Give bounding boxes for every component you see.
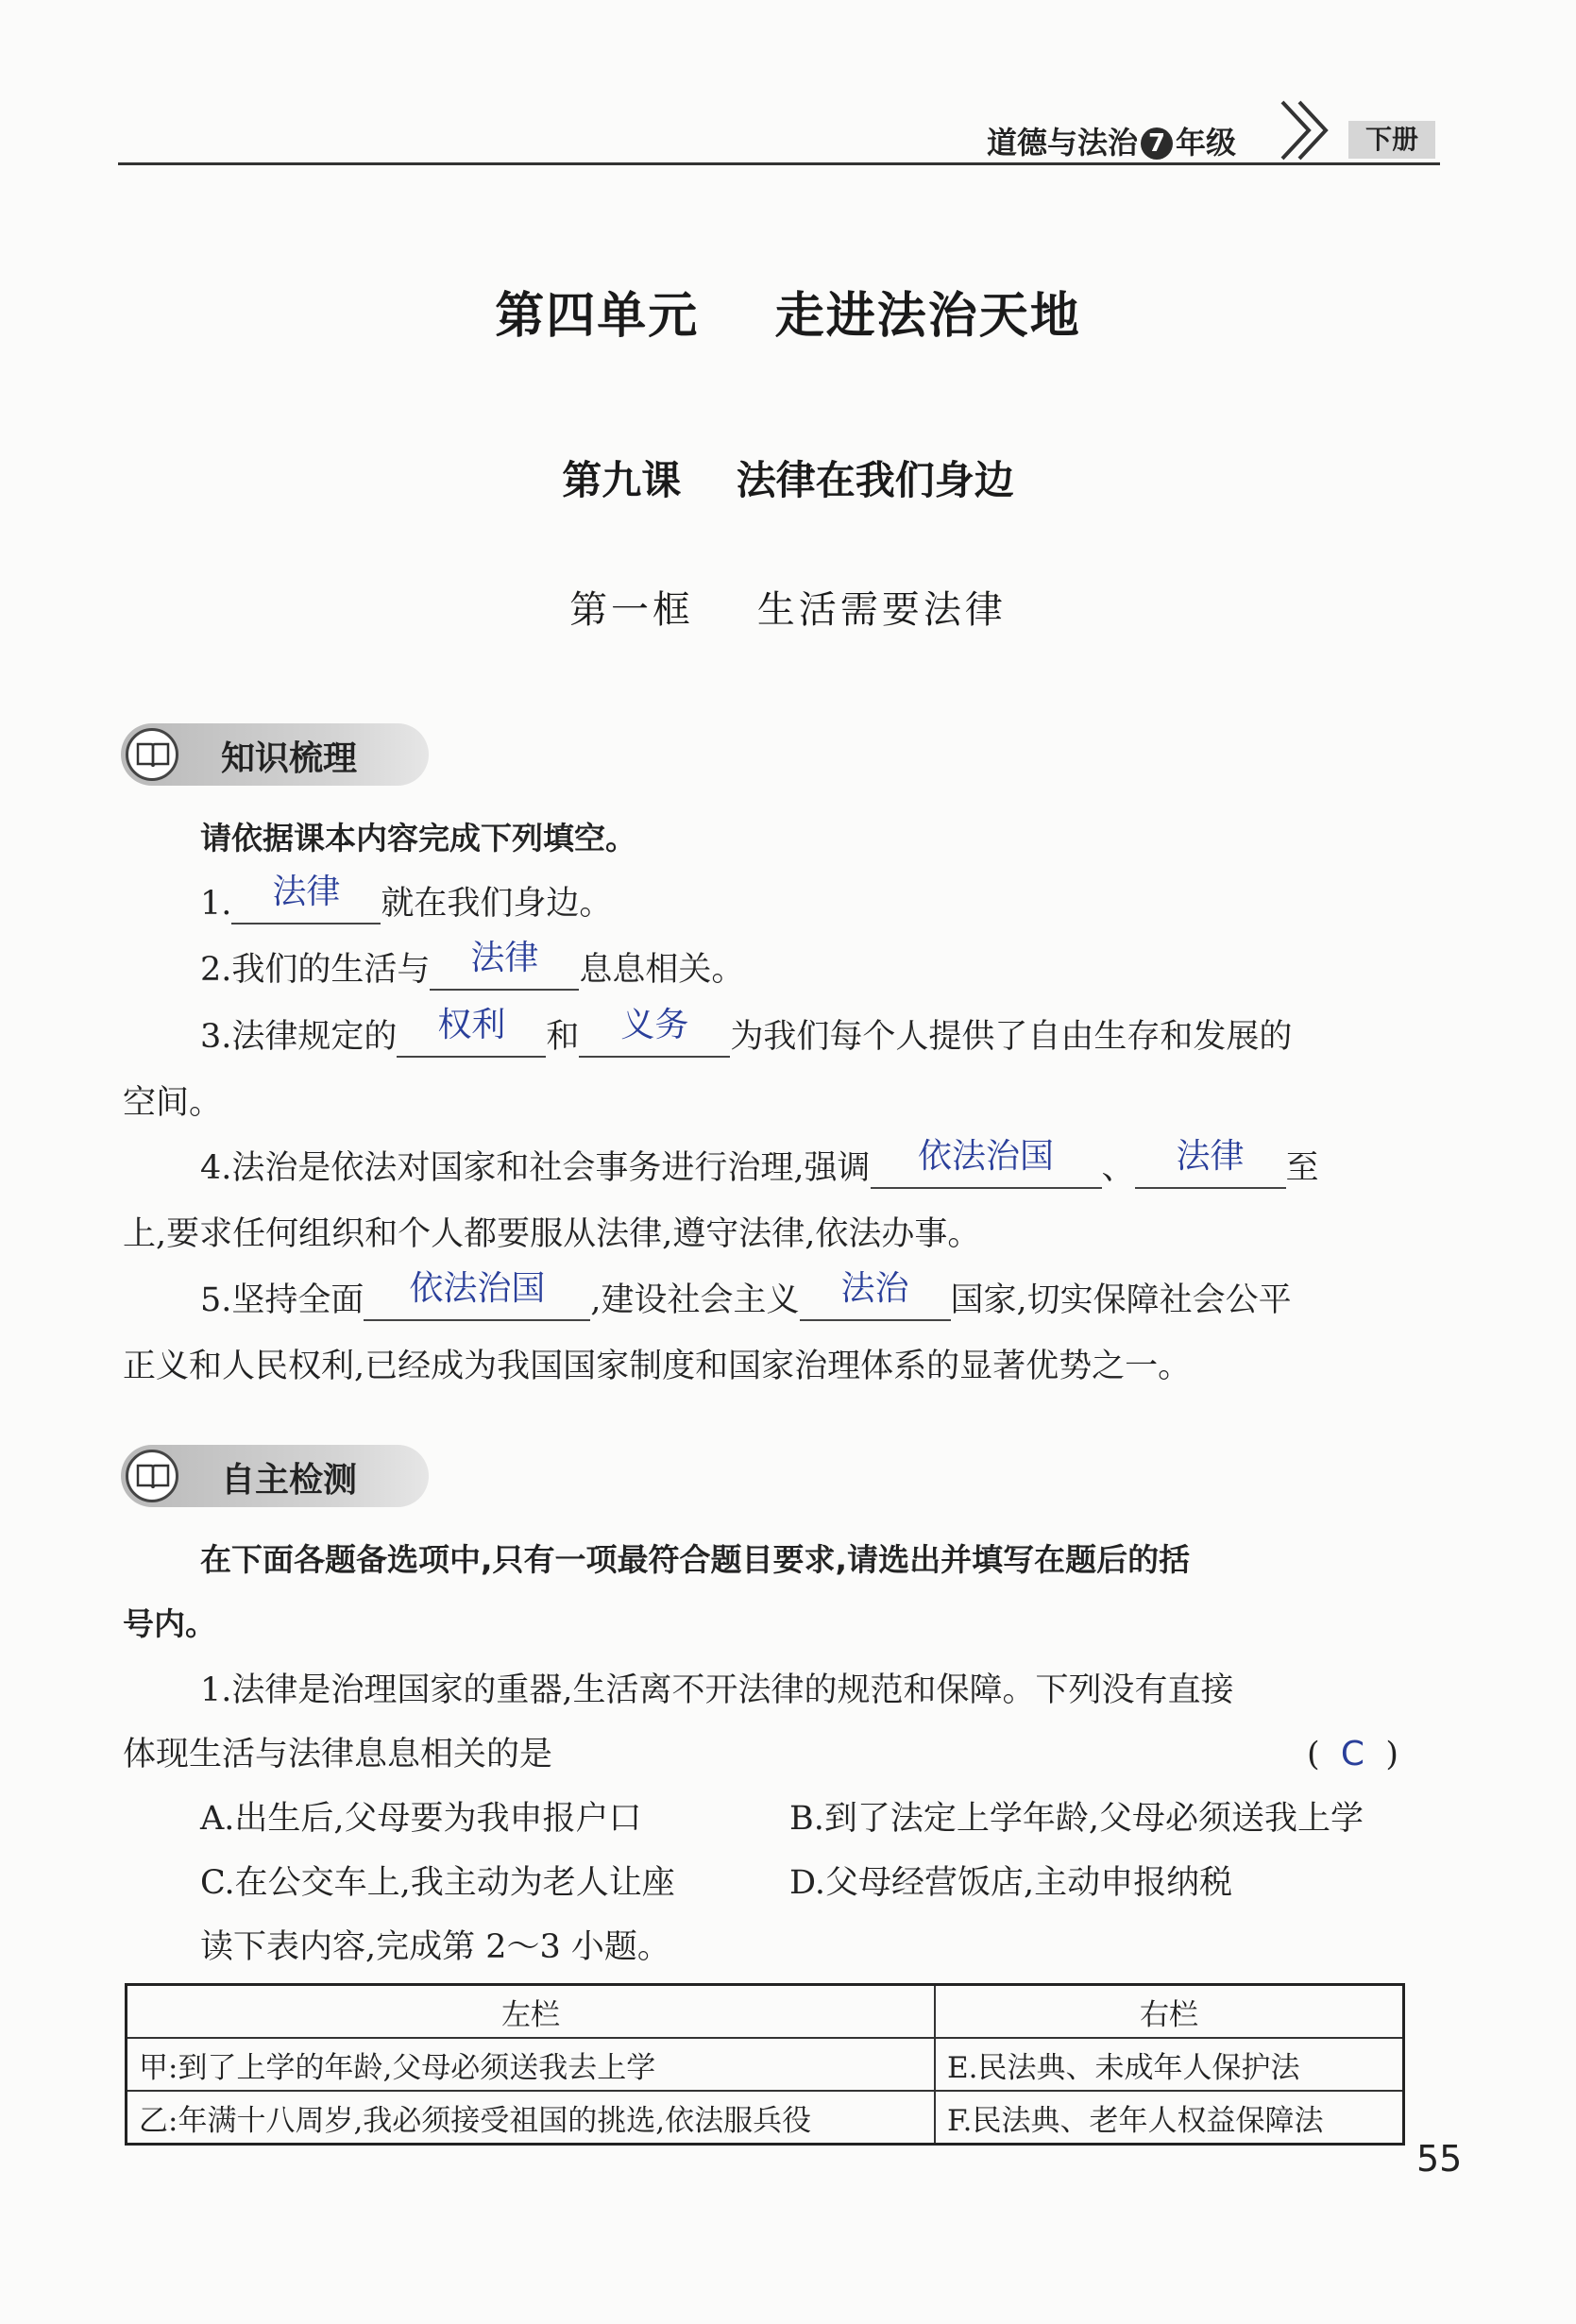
table-cell: 乙:年满十八周岁,我必须接受祖国的挑选,依法服兵役: [127, 2091, 936, 2145]
page-number: 55: [1416, 2138, 1463, 2180]
q4-line2: 上,要求任何组织和个人都要服从法律,遵守法律,依法办事。: [123, 1215, 981, 1253]
q1-fill: 1. 法律 就在我们身边。: [200, 873, 613, 923]
section1-instruction: 请依据课本内容完成下列填空。: [200, 820, 636, 857]
answer-blank: [430, 939, 579, 991]
option-a: A.出生后,父母要为我申报户口: [200, 1800, 642, 1838]
grade-badge: 7: [1141, 127, 1173, 160]
table-cell: 甲:到了上学的年龄,父母必须送我去上学: [127, 2038, 936, 2091]
handwritten-answer: C: [1340, 1735, 1365, 1773]
edition-tab: 下册: [1348, 121, 1435, 159]
handwritten-answer: 法律: [272, 873, 341, 911]
q3-line2: 空间。: [123, 1084, 223, 1122]
handwritten-answer: 义务: [620, 1006, 689, 1044]
frame-title: 第一框 生活需要法律: [569, 588, 1007, 632]
handwritten-answer: 法治: [840, 1269, 909, 1308]
lesson-title: 第九课 法律在我们身边: [562, 457, 1014, 503]
answer-blank: [231, 873, 381, 925]
q4-fill: 4.法治是依法对国家和社会事务进行治理,强调 依法治国 、 法律 至: [200, 1137, 1319, 1187]
q3-fill: 3.法律规定的 权利 和 义务 为我们每个人提供了自由生存和发展的: [200, 1006, 1293, 1056]
handwritten-answer: 法律: [1176, 1137, 1245, 1176]
table-row: [127, 2038, 1404, 2091]
mc-q1-stem: 1.法律是治理国家的重器,生活离不开法律的规范和保障。下列没有直接: [200, 1671, 1234, 1709]
option-c: C.在公交车上,我主动为老人让座: [200, 1864, 675, 1902]
table-header-row: [127, 1985, 1404, 2039]
table-row: [127, 2091, 1404, 2145]
mc-q1-stem-line2: 体现生活与法律息息相关的是: [123, 1736, 553, 1773]
option-d: D.父母经营饭店,主动申报纳税: [789, 1864, 1233, 1902]
table-intro: 读下表内容,完成第 2～3 小题。: [200, 1928, 670, 1966]
section2-instruction-line2: 号内。: [123, 1605, 216, 1642]
book-icon: [126, 728, 178, 781]
header-rule: [118, 162, 1440, 165]
option-b: B.到了法定上学年龄,父母必须送我上学: [789, 1800, 1364, 1838]
handwritten-answer: 权利: [437, 1006, 506, 1044]
book-icon: [126, 1450, 178, 1502]
header-subject: 道德与法治 7 年级: [987, 125, 1237, 161]
answer-blank: [871, 1137, 1102, 1189]
table-header-right: 右栏: [935, 1985, 1404, 2039]
answer-blank: [800, 1269, 951, 1321]
answer-blank: [364, 1269, 590, 1321]
section-badge-selfcheck: [121, 1445, 429, 1507]
double-chevron-icon: [1277, 98, 1343, 162]
section2-instruction-line1: 在下面各题备选项中,只有一项最符合题目要求,请选出并填写在题后的括: [200, 1541, 1191, 1578]
table-cell: E.民法典、未成年人保护法: [935, 2038, 1404, 2091]
section-label: 自主检测: [221, 1461, 358, 1500]
handwritten-answer: 法律: [470, 939, 539, 977]
section-label: 知识梳理: [221, 739, 358, 778]
table-header-left: 左栏: [127, 1985, 936, 2039]
handwritten-answer: 依法治国: [409, 1269, 546, 1308]
answer-blank: [579, 1006, 730, 1058]
handwritten-answer: 依法治国: [918, 1137, 1055, 1176]
answer-paren: ( C ): [1307, 1735, 1398, 1773]
q2-fill: 2.我们的生活与 法律 息息相关。: [200, 939, 745, 989]
q5-line2: 正义和人民权利,已经成为我国国家制度和国家治理体系的显著优势之一。: [123, 1348, 1192, 1385]
answer-blank: [397, 1006, 546, 1058]
matching-table: [125, 1983, 1405, 2146]
section-badge-knowledge: [121, 723, 429, 786]
answer-blank: [1135, 1137, 1286, 1189]
table-cell: F.民法典、老年人权益保障法: [935, 2091, 1404, 2145]
unit-title: 第四单元 走进法治天地: [495, 288, 1081, 345]
q5-fill: 5.坚持全面 依法治国 ,建设社会主义 法治 国家,切实保障社会公平: [200, 1269, 1292, 1319]
